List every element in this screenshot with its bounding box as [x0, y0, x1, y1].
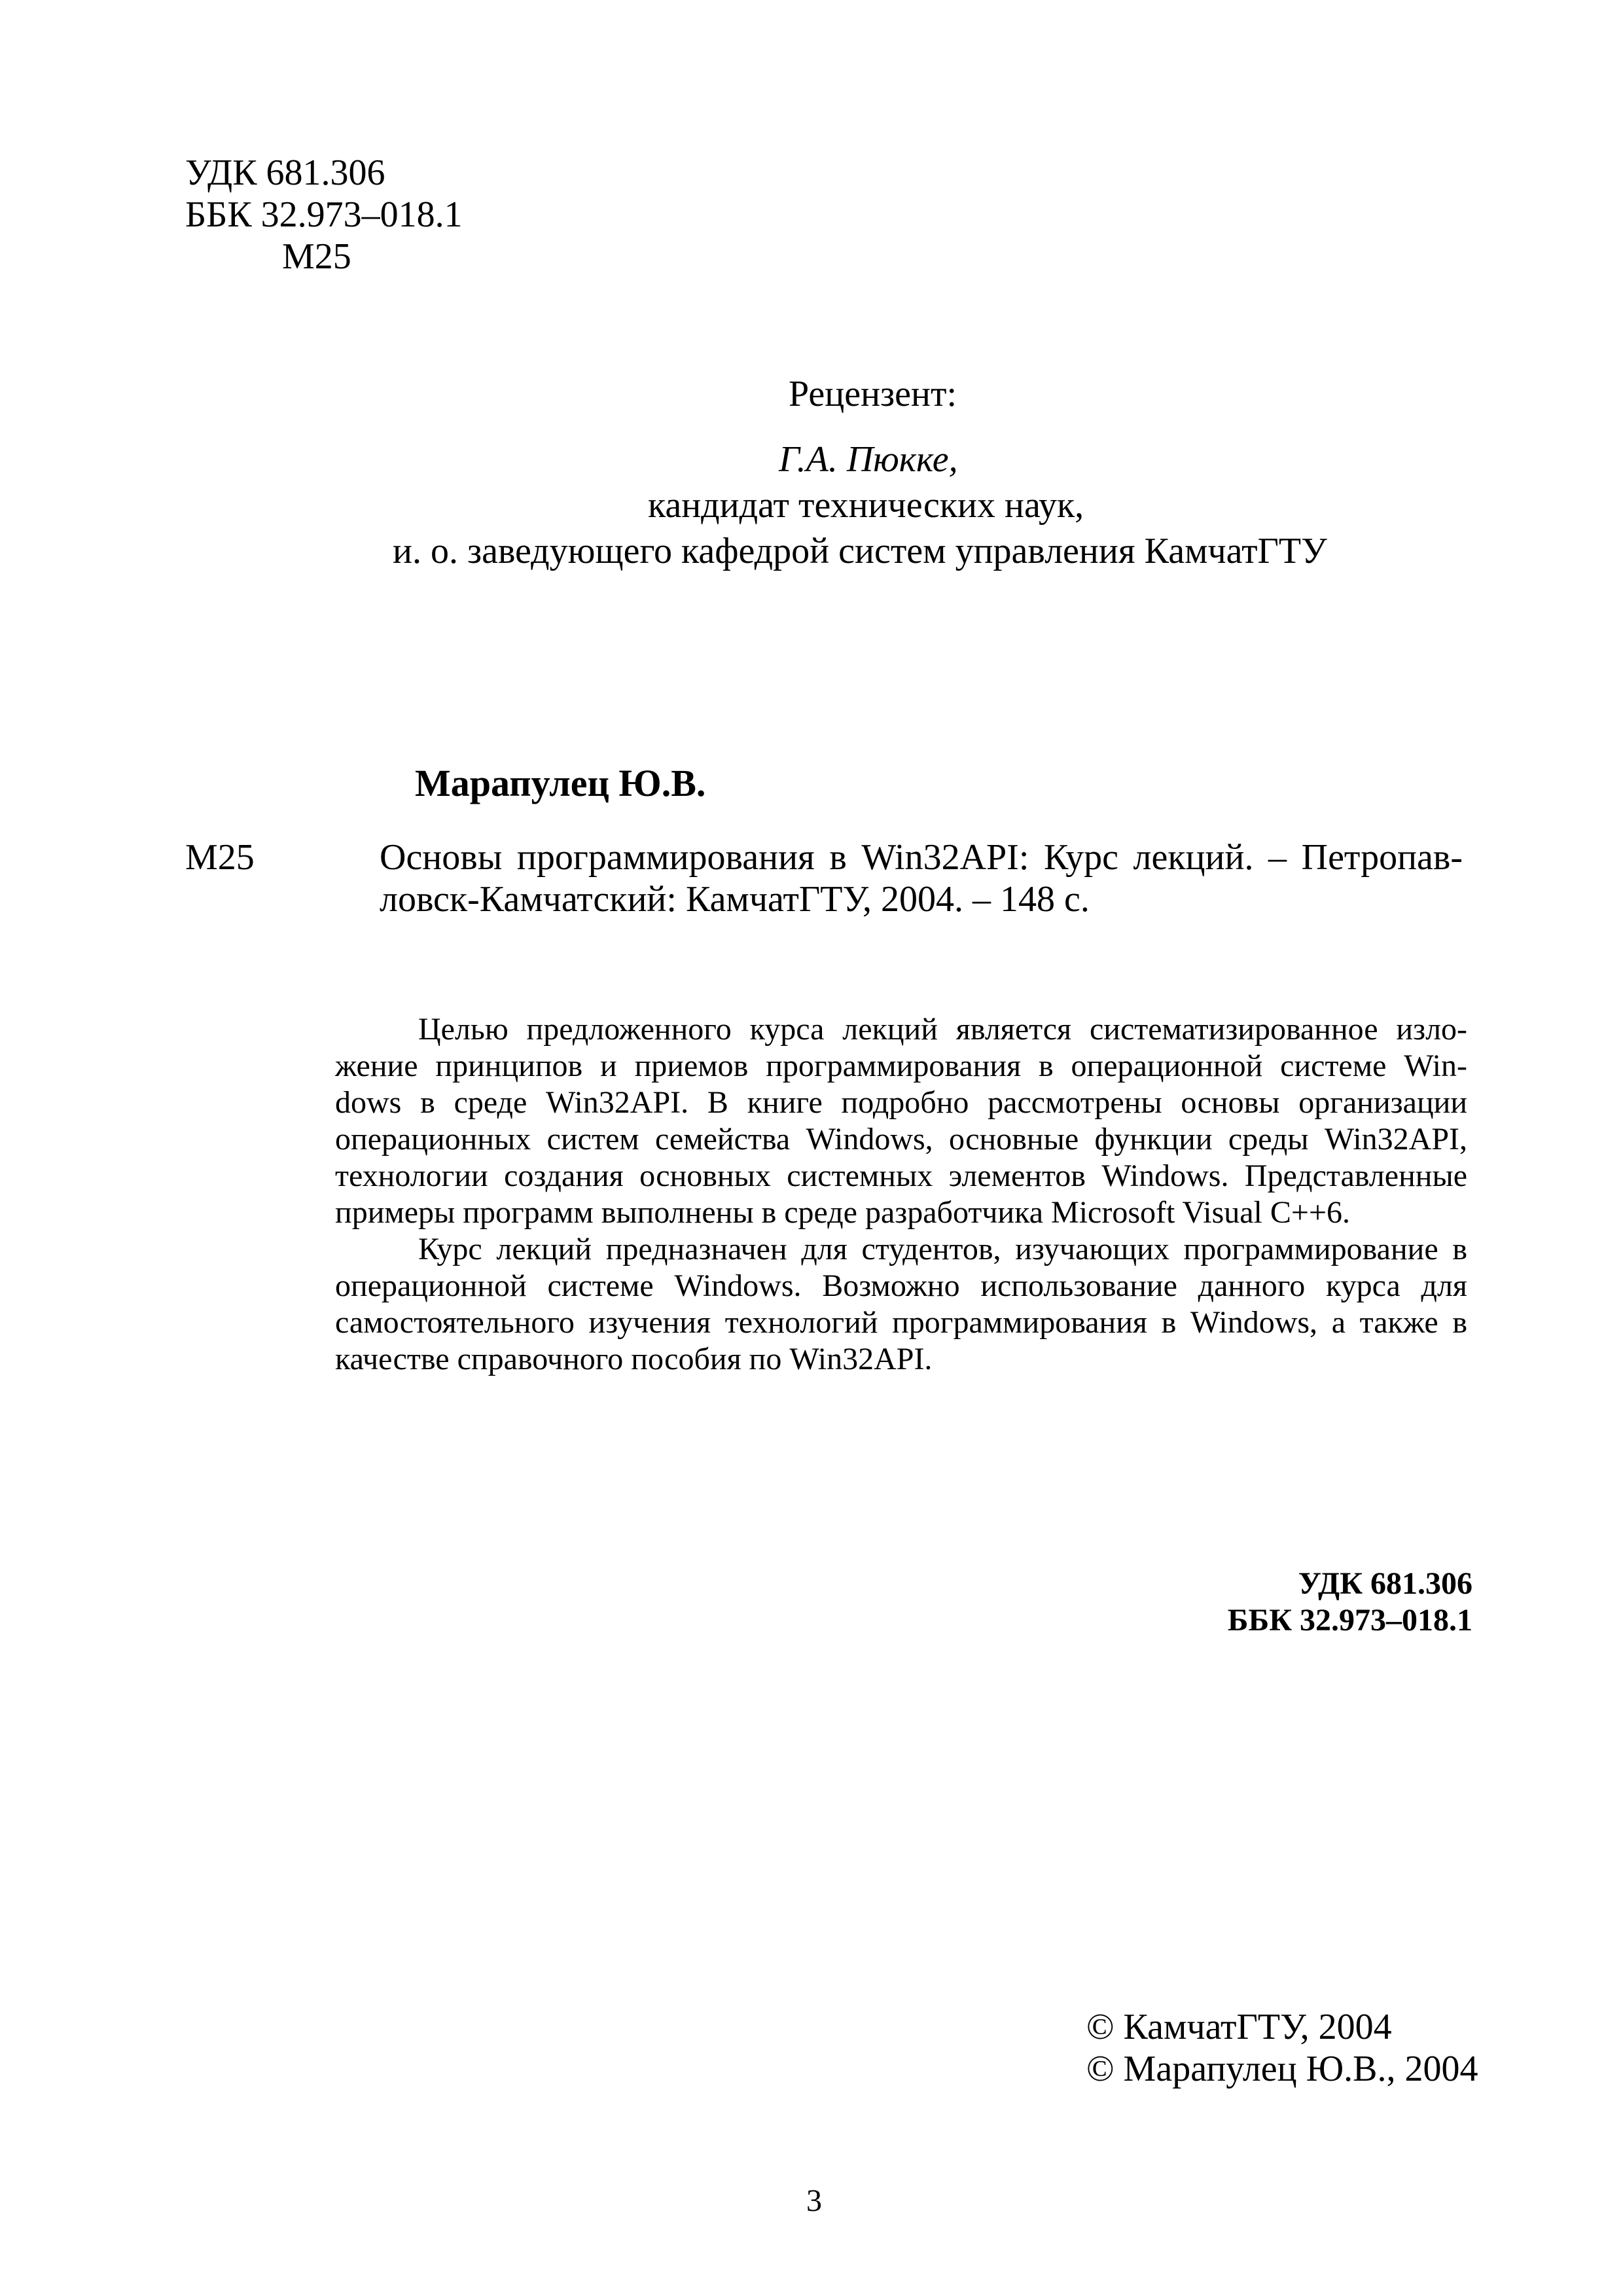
annotation-line: операционной системе Windows. Возможно использование данного курса для [335, 1268, 1467, 1303]
classification-block-top [185, 152, 463, 278]
annotation-line: технологии создания основных системных элементов Windows. Представленные [335, 1158, 1467, 1193]
reviewer-position: и. о. заведующего кафедрой систем управления КамчатГТУ [393, 531, 1327, 571]
bbk-code: ББК 32.973–018.1 [185, 194, 463, 235]
annotation-line: Целью предложенного курса лекций является систематизированное изло- [418, 1012, 1467, 1047]
annotation [335, 1011, 1467, 1378]
copyright-block [1086, 2006, 1478, 2090]
annotation-line: примеры программ выполнены в среде разработчика Microsoft Visual C++6. [335, 1195, 1351, 1230]
author-name: Марапулец Ю.В. [415, 762, 706, 804]
bibliography-entry [380, 836, 1463, 920]
classification-block-bottom [1228, 1566, 1472, 1639]
udk-code: УДК 681.306 [1298, 1566, 1472, 1601]
reviewer-degree: кандидат технических наук, [648, 485, 1084, 526]
reviewer-label: Рецензент: [789, 374, 957, 414]
annotation-line: качестве справочного пособия по Win32API. [335, 1342, 933, 1376]
annotation-line: самостоятельного изучения технологий программирования в Windows, а также в [335, 1305, 1467, 1340]
bbk-code: ББК 32.973–018.1 [1227, 1603, 1472, 1638]
author-sign: М25 [282, 236, 351, 277]
copyright-line: © КамчатГТУ, 2004 [1086, 2007, 1392, 2047]
bibliography-line: Основы программирования в Win32API: Курс лекций. – Петропав- [380, 837, 1463, 878]
copyright-line: © Марапулец Ю.В., 2004 [1086, 2049, 1478, 2089]
annotation-line: dows в среде Win32API. В книге подробно рассмотрены основы организации [335, 1085, 1467, 1120]
annotation-line: Курс лекций предназначен для студентов, изучающих программирование в [418, 1232, 1467, 1266]
page-number: 3 [806, 2183, 822, 2218]
reviewer-name: Г.А. Пюкке, [779, 439, 958, 480]
annotation-paragraph [335, 1011, 1467, 1231]
annotation-paragraph [335, 1231, 1467, 1378]
annotation-line: жение принципов и приемов программирования в операционной системе Win- [335, 1049, 1467, 1083]
annotation-line: операционных систем семейства Windows, основные функции среды Win32API, [335, 1122, 1467, 1157]
bibliography-line: ловск-Камчатский: КамчатГТУ, 2004. – 148 с. [380, 879, 1090, 920]
bibliography-code: М25 [185, 837, 255, 878]
udk-code: УДК 681.306 [185, 152, 385, 193]
